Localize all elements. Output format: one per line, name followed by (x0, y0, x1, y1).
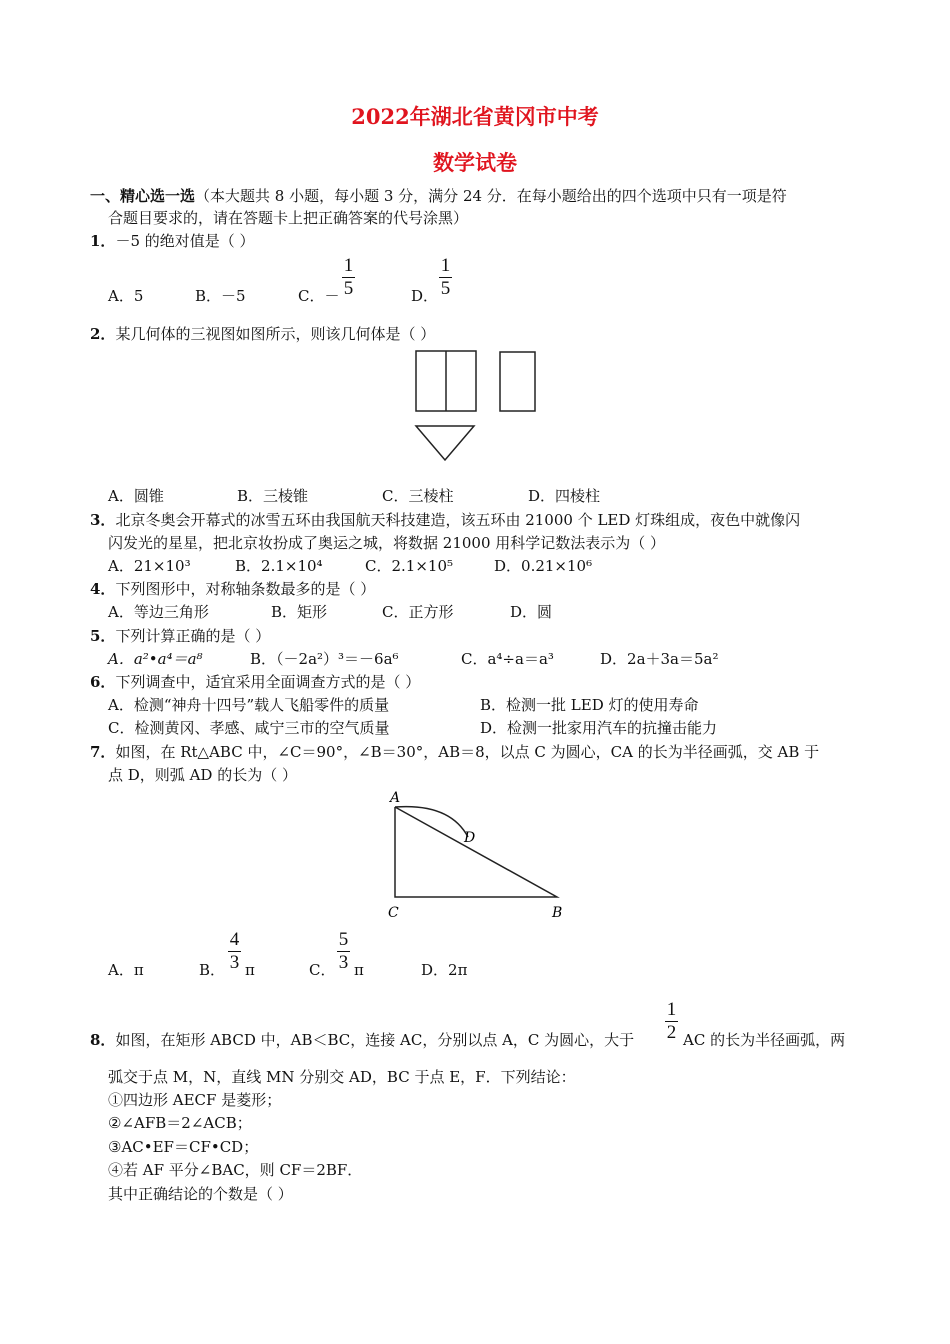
question-text: －5 的绝对值是（ ） (115, 232, 255, 250)
section-header (90, 186, 787, 206)
question-number: 8． (90, 1031, 116, 1049)
option-c: C．a⁴÷a＝a³ (461, 650, 554, 668)
option-d: D．2a＋3a＝5a² (600, 650, 719, 668)
denominator: 5 (343, 278, 354, 299)
label-c: C (388, 905, 399, 921)
question-8 (90, 1030, 634, 1050)
denominator: 5 (440, 278, 451, 299)
question-8-text-b: AC 的长为半径画弧，两 (683, 1031, 846, 1049)
question-text: 如图，在 Rt△ABC 中，∠C＝90°，∠B＝30°，AB＝8，以点 C 为圆心，CA 的长为半径画弧，交 AB 于 (115, 743, 820, 761)
option-b: B．三棱锥 (237, 487, 309, 505)
option-d: D．四棱柱 (528, 487, 601, 505)
section-desc: （本大题共 8 小题，每小题 3 分，满分 24 分．在每小题给出的四个选项中只有一项是符 (195, 187, 787, 205)
question-number: 3． (90, 511, 116, 529)
conclusion-4: ④若 AF 平分∠BAC，则 CF＝2BF． (108, 1161, 363, 1179)
question-1 (90, 231, 255, 251)
option-d: D． (411, 287, 439, 305)
option-a: A．a²•a⁴＝a⁸ (108, 650, 203, 668)
fraction-c (342, 256, 355, 299)
question-7 (90, 742, 819, 762)
option-a: A．π (108, 961, 144, 979)
question-text: 下列调查中，适宜采用全面调查方式的是（ ） (115, 673, 421, 691)
option-d: D．2π (421, 961, 468, 979)
pi-symbol: π (245, 961, 255, 979)
option-d: D．0.21×10⁶ (494, 557, 593, 575)
triangle-figure (380, 785, 580, 925)
question-text: 下列图形中，对称轴条数最多的是（ ） (115, 580, 376, 598)
three-view-figure (405, 345, 545, 465)
option-a: A．检测“神舟十四号”载人飞船零件的质量 (108, 696, 390, 714)
fraction-b (228, 930, 241, 973)
question-text: 下列计算正确的是（ ） (115, 627, 271, 645)
numerator: 4 (229, 929, 240, 950)
section-heading: 一、精心选一选 (90, 187, 196, 205)
numerator: 5 (338, 929, 349, 950)
question-number: 1． (90, 232, 116, 250)
question-number: 6． (90, 673, 116, 691)
question-2 (90, 324, 435, 344)
question-3-cont: 闪发光的星星，把北京妆扮成了奥运之城，将数据 21000 用科学记数法表示为（ ） (108, 534, 666, 552)
exam-subtitle: 数学试卷 (433, 150, 517, 175)
option-c: C．－ (298, 287, 340, 305)
option-c: C．正方形 (382, 603, 454, 621)
numerator: 1 (440, 255, 451, 276)
question-3 (90, 510, 800, 530)
denominator: 3 (229, 952, 240, 973)
fraction-half (665, 1000, 678, 1043)
question-8-cont: 弧交于点 M，N，直线 MN 分别交 AD，BC 于点 E，F．下列结论： (108, 1068, 576, 1086)
question-4 (90, 579, 375, 599)
question-number: 2． (90, 325, 116, 343)
option-d: D．圆 (510, 603, 553, 621)
fraction-d (439, 256, 452, 299)
option-a: A．等边三角形 (108, 603, 209, 621)
label-a: A (390, 790, 401, 806)
option-a: A．5 (108, 287, 144, 305)
numerator: 1 (666, 999, 677, 1020)
label-b: B (552, 905, 563, 921)
option-d: D．检测一批家用汽车的抗撞击能力 (480, 719, 718, 737)
question-text: 北京冬奥会开幕式的冰雪五环由我国航天科技建造，该五环由 21000 个 LED 灯珠组成，夜色中就像闪 (115, 511, 801, 529)
question-7-cont: 点 D，则弧 AD 的长为（ ） (108, 766, 297, 784)
question-number: 4． (90, 580, 116, 598)
question-text: 如图，在矩形 ABCD 中，AB＜BC，连接 AC，分别以点 A，C 为圆心，大于 (115, 1031, 635, 1049)
denominator: 2 (666, 1022, 677, 1043)
option-c: C．2.1×10⁵ (365, 557, 454, 575)
option-a: A．21×10³ (108, 557, 191, 575)
option-b: B．矩形 (271, 603, 328, 621)
option-b: B．2.1×10⁴ (235, 557, 323, 575)
section-desc-2: 合题目要求的，请在答题卡上把正确答案的代号涂黑） (108, 209, 469, 227)
question-8-ask: 其中正确结论的个数是（ ） (108, 1185, 293, 1203)
fraction-c (337, 930, 350, 973)
exam-title: 2022年湖北省黄冈市中考 (351, 104, 599, 129)
denominator: 3 (338, 952, 349, 973)
pi-symbol: π (354, 961, 364, 979)
question-number: 7． (90, 743, 116, 761)
option-c: C． (309, 961, 336, 979)
question-text: 某几何体的三视图如图所示，则该几何体是（ ） (115, 325, 436, 343)
conclusion-1: ①四边形 AECF 是菱形； (108, 1091, 282, 1109)
conclusion-3: ③AC•EF＝CF•CD； (108, 1138, 259, 1156)
question-6 (90, 672, 420, 692)
question-number: 5． (90, 627, 116, 645)
numerator: 1 (343, 255, 354, 276)
option-b: B．－5 (195, 287, 246, 305)
option-c: C．检测黄冈、孝感、咸宁三市的空气质量 (108, 719, 390, 737)
option-c: C．三棱柱 (382, 487, 454, 505)
option-b: B．检测一批 LED 灯的使用寿命 (480, 696, 699, 714)
option-a: A．圆锥 (108, 487, 164, 505)
conclusion-2: ②∠AFB＝2∠ACB； (108, 1114, 252, 1132)
option-b: B． (199, 961, 226, 979)
option-b: B．（－2a²）³＝－6a⁶ (250, 650, 399, 668)
question-5 (90, 626, 270, 646)
label-d: D (464, 830, 476, 846)
